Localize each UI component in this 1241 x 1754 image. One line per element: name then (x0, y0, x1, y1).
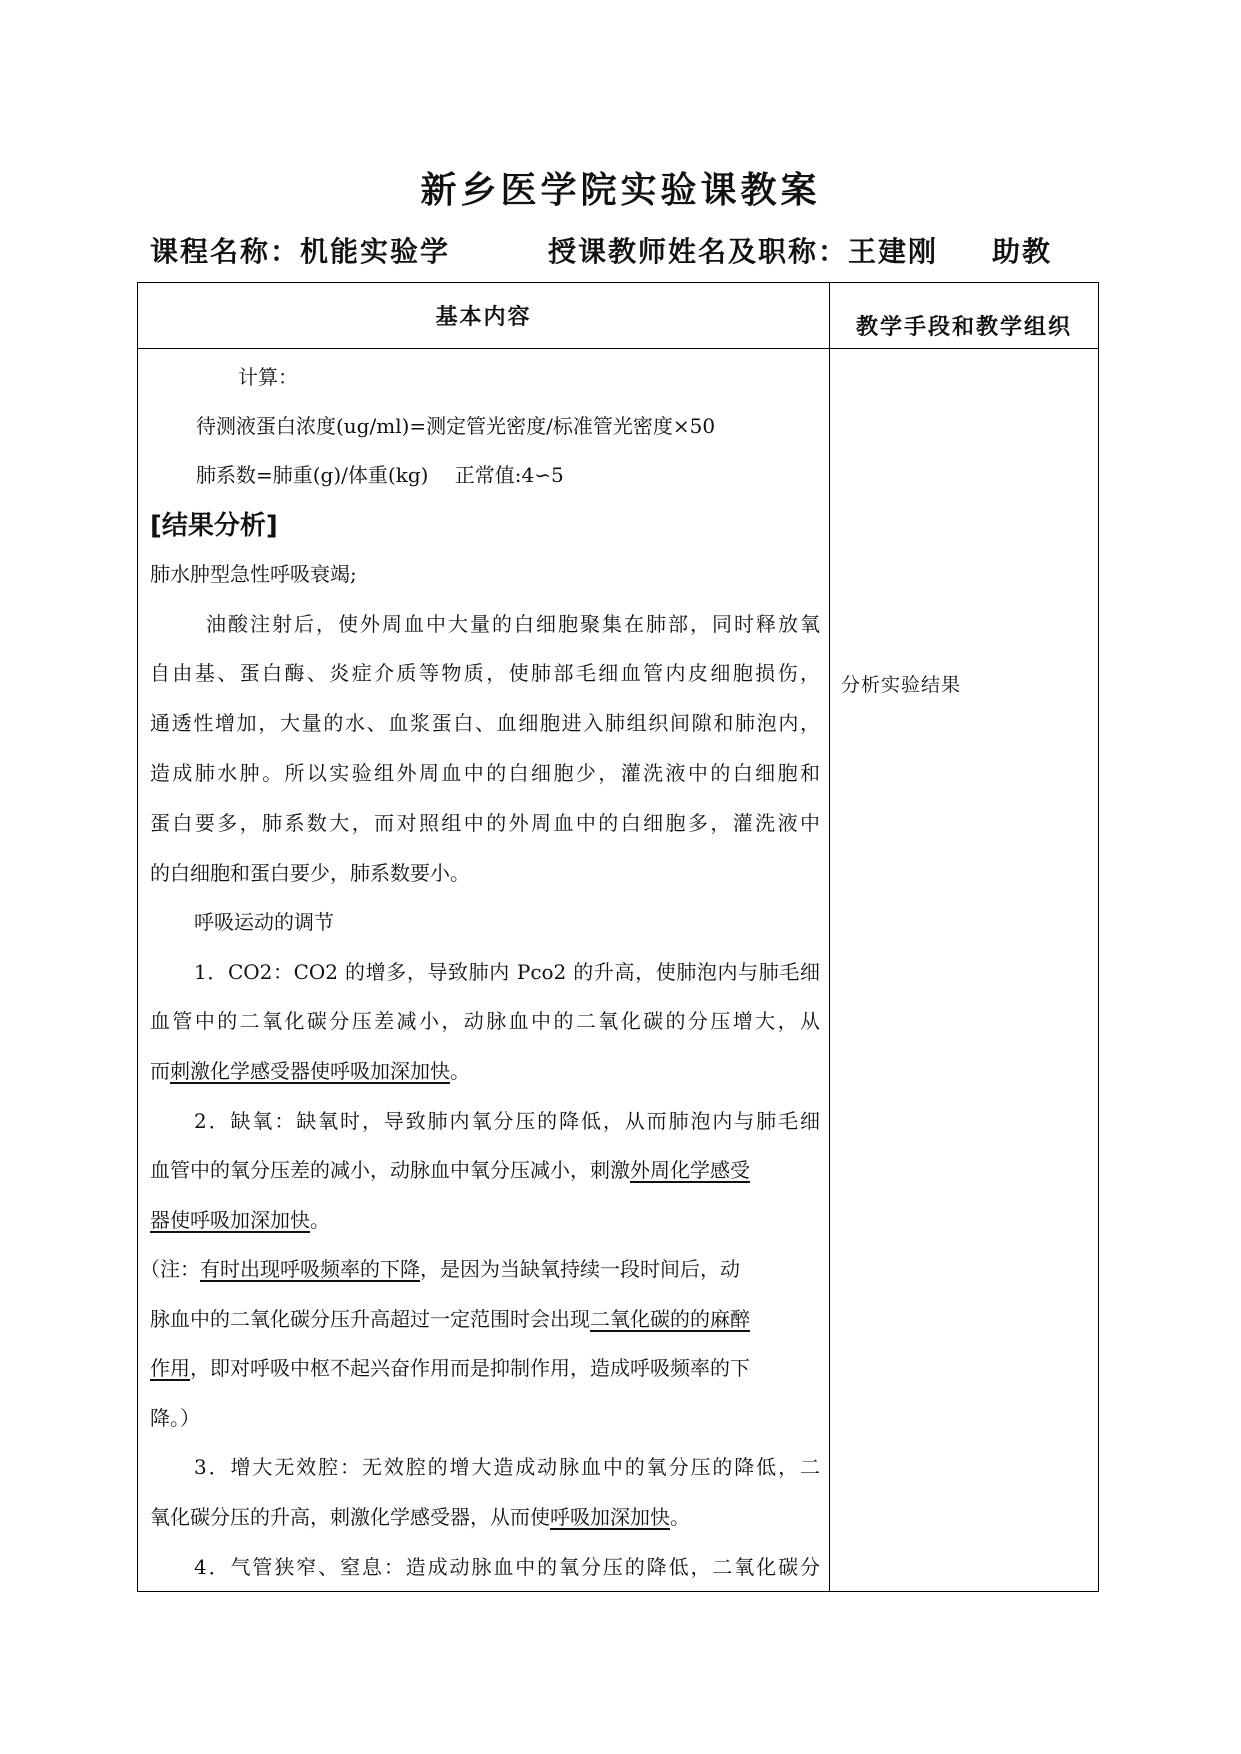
paragraph-line: 自由基、蛋白酶、炎症介质等物质，使肺部毛细血管内皮细胞损伤， (150, 661, 820, 685)
respiration-title: 呼吸运动的调节 (194, 910, 334, 934)
edema-title: 肺水肿型急性呼吸衰竭; (150, 562, 357, 586)
item1-line1: 1．CO2：CO2 的增多，导致肺内 Pco2 的升高，使肺泡内与肺毛细 (194, 960, 820, 984)
header-teaching-methods: 教学手段和教学组织 (855, 314, 1072, 340)
paragraph-line: 油酸注射后，使外周血中大量的白细胞聚集在肺部，同时释放氧 (206, 612, 820, 636)
item1-line2: 血管中的二氧化碳分压差减小，动脉血中的二氧化碳的分压增大，从 (150, 1009, 820, 1033)
note-line4: 降。） (150, 1406, 200, 1430)
paragraph-line: 通透性增加，大量的水、血浆蛋白、血细胞进入肺组织间隙和肺泡内， (150, 711, 820, 735)
item1-line3: 而刺激化学感受器使呼吸加深加快。 (150, 1059, 470, 1083)
document-title: 新乡医学院实验课教案 (420, 169, 821, 211)
item3-line1: 3．增大无效腔：无效腔的增大造成动脉血中的氧分压的降低，二 (194, 1455, 820, 1479)
teacher-name: 授课教师姓名及职称：王建刚 (548, 235, 939, 268)
item2-line3: 器使呼吸加深加快。 (150, 1208, 330, 1232)
note-line1: （注：有时出现呼吸频率的下降，是因为当缺氧持续一段时间后，动 (140, 1257, 740, 1281)
note-line3: 作用，即对呼吸中枢不起兴奋作用而是抑制作用，造成呼吸频率的下 (150, 1356, 750, 1380)
paragraph-line: 的白细胞和蛋白要少，肺系数要小。 (150, 861, 470, 885)
header-basic-content: 基本内容 (435, 304, 532, 330)
teacher-rank: 助教 (992, 235, 1053, 268)
paragraph-line: 造成肺水肿。所以实验组外周血中的白细胞少，灌洗液中的白细胞和 (150, 761, 820, 785)
item3-line2: 氧化碳分压的升高，刺激化学感受器，从而使呼吸加深加快。 (150, 1505, 690, 1529)
calc-label: 计算： (238, 365, 298, 389)
paragraph-line: 蛋白要多，肺系数大，而对照组中的外周血中的白细胞多，灌洗液中 (150, 811, 820, 835)
teaching-note: 分析实验结果 (841, 674, 962, 696)
item4-line1: 4．气管狭窄、窒息：造成动脉血中的氧分压的降低，二氧化碳分 (194, 1555, 820, 1579)
result-analysis-heading: [结果分析] (150, 511, 278, 541)
item2-line1: 2．缺氧：缺氧时，导致肺内氧分压的降低，从而肺泡内与肺毛细 (194, 1109, 820, 1133)
note-line2: 脉血中的二氧化碳分压升高超过一定范围时会出现二氧化碳的的麻醉 (150, 1307, 750, 1331)
course-name: 课程名称：机能实验学 (150, 235, 451, 268)
item2-line2: 血管中的氧分压差的减小，动脉血中氧分压减小，刺激外周化学感受 (150, 1158, 750, 1182)
lesson-table (137, 282, 1099, 1592)
formula-lung-coefficient: 肺系数=肺重(g)/体重(kg) 正常值:4∽5 (196, 463, 564, 487)
formula-protein: 待测液蛋白浓度(ug/ml)=测定管光密度/标准管光密度×50 (196, 414, 716, 438)
